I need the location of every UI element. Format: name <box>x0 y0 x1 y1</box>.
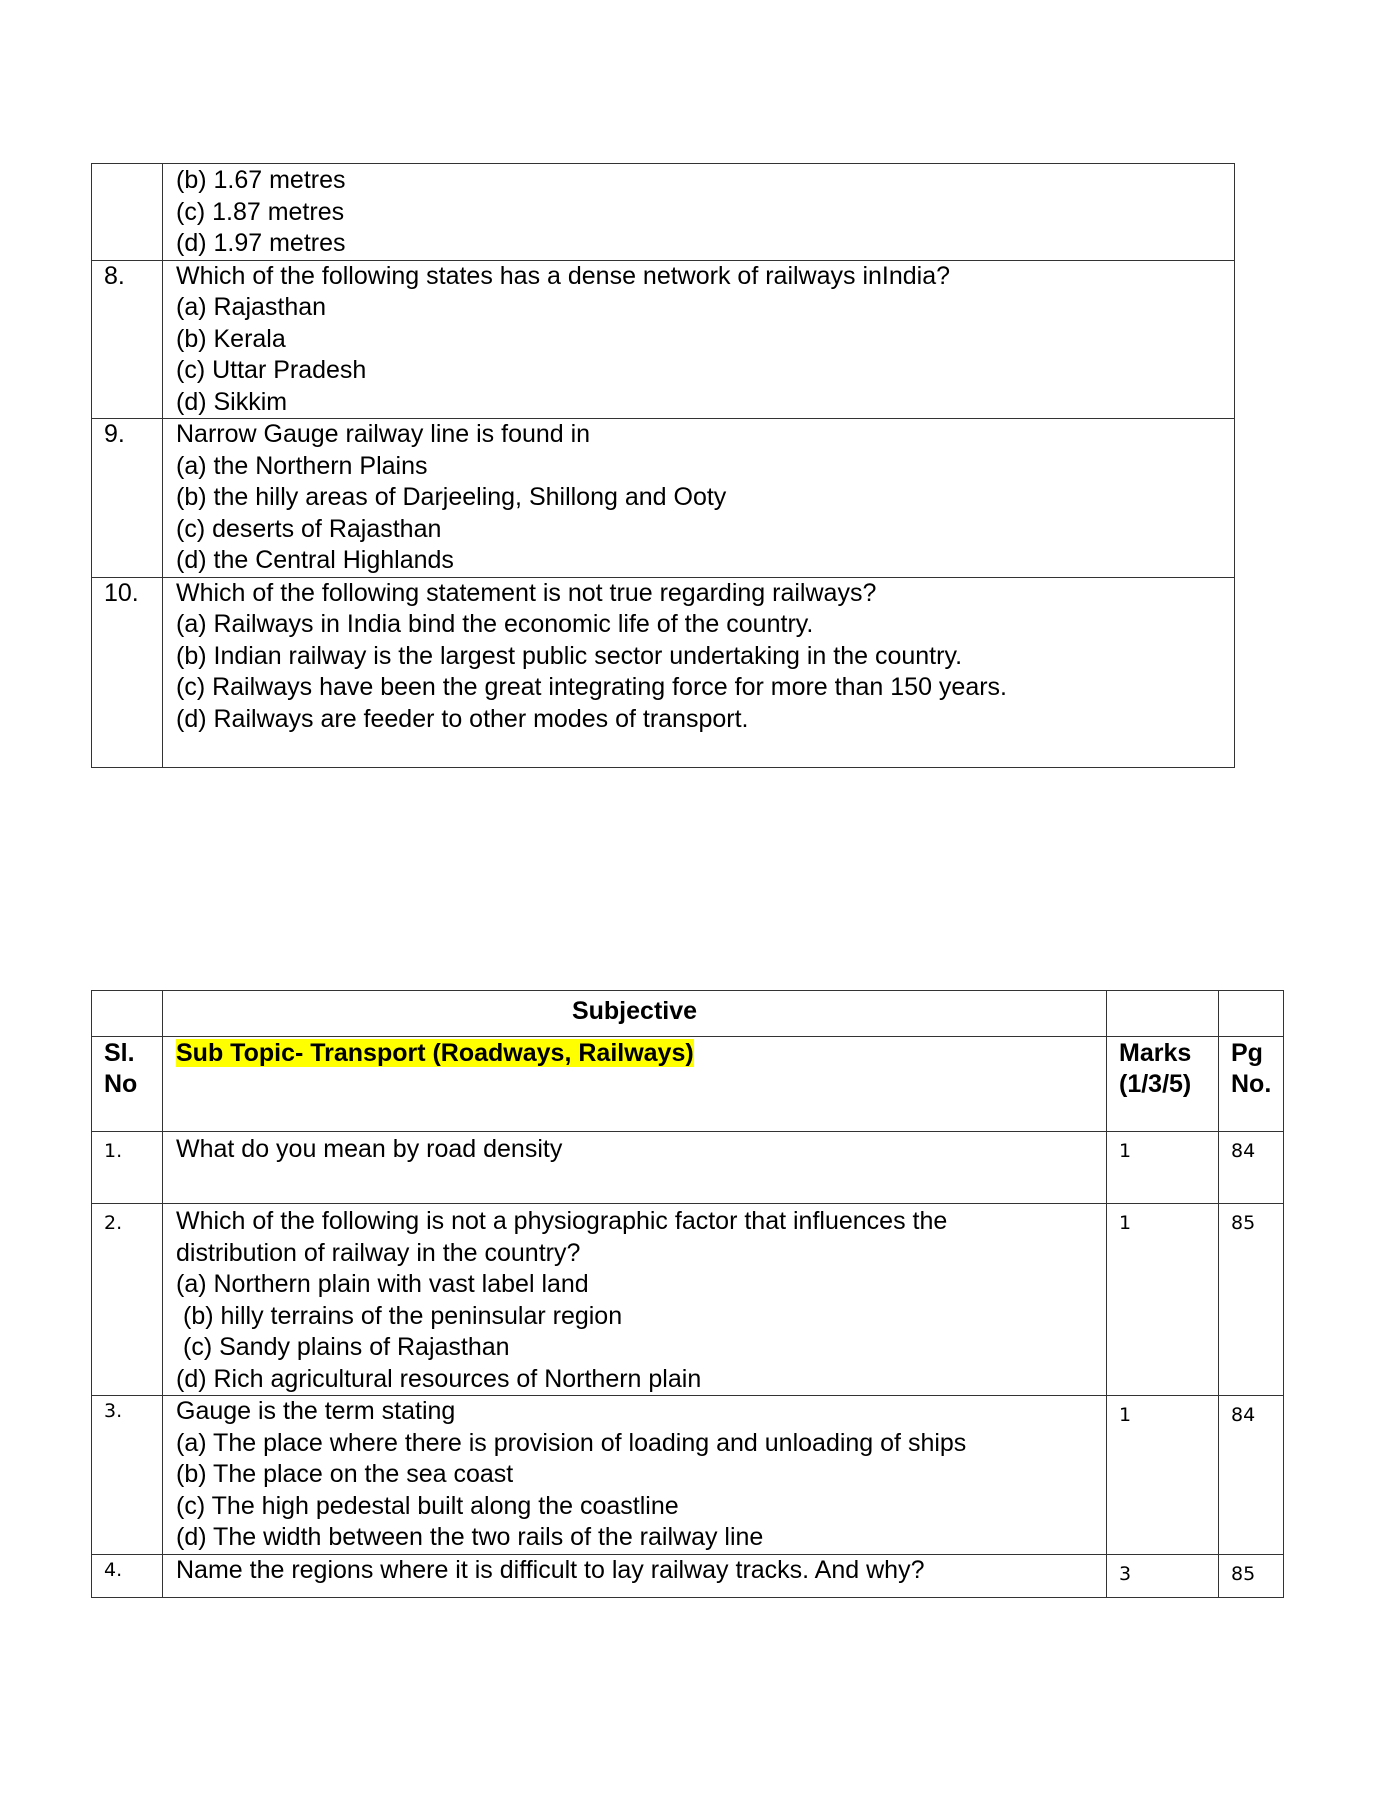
option-b: (b) Indian railway is the largest public sector undertaking in the country. <box>176 641 963 670</box>
sl-no-header: Sl. No <box>92 1037 163 1132</box>
question-line: distribution of railway in the country? <box>176 1238 581 1267</box>
subtopic-highlight: Sub Topic- Transport (Roadways, Railways) <box>176 1039 694 1067</box>
question-cell <box>163 1132 1107 1204</box>
question-cell <box>163 1204 1107 1396</box>
page-value: 85 <box>1219 1554 1284 1597</box>
table-row <box>92 1396 1284 1555</box>
option-d: (d) Rich agricultural resources of Northern plain <box>176 1364 702 1393</box>
option-a: (a) Railways in India bind the economic life of the country. <box>176 610 814 638</box>
question-cell <box>163 164 1235 261</box>
question-cell <box>163 419 1235 578</box>
question-number: 2. <box>92 1204 163 1396</box>
marks-value: 1 <box>1107 1396 1219 1555</box>
table-title-row <box>92 991 1284 1037</box>
marks-value: 1 <box>1107 1204 1219 1396</box>
objective-questions-table <box>91 163 1235 768</box>
option-b: (b) The place on the sea coast <box>176 1460 514 1488</box>
option-c: (c) deserts of Rajasthan <box>176 514 442 543</box>
table-row <box>92 260 1235 419</box>
question-number: 4. <box>92 1554 163 1597</box>
marks-header: Marks (1/3/5) <box>1107 1037 1219 1132</box>
table-row <box>92 1204 1284 1396</box>
marks-value: 3 <box>1107 1554 1219 1597</box>
page-value: 85 <box>1219 1204 1284 1396</box>
option-c: (c) Railways have been the great integrating force for more than 150 years. <box>176 673 1007 701</box>
option-c: (c) Sandy plains of Rajasthan <box>183 1333 510 1361</box>
table-row <box>92 164 1235 261</box>
question-line: Gauge is the term stating <box>176 1397 456 1425</box>
question-text: Which of the following states has a dense network of railways inIndia? <box>176 261 951 290</box>
option-c: (c) Uttar Pradesh <box>176 356 367 384</box>
option-a: (a) Northern plain with vast label land <box>176 1270 589 1298</box>
question-cell <box>163 1396 1107 1555</box>
option-b: (b) 1.67 metres <box>176 166 346 194</box>
option-b: (b) Kerala <box>176 324 286 353</box>
table-header-row <box>92 1037 1284 1132</box>
page-value: 84 <box>1219 1132 1284 1204</box>
option-a: (a) The place where there is provision of loading and unloading of ships <box>176 1428 967 1457</box>
option-d: (d) The width between the two rails of the railway line <box>176 1523 764 1551</box>
question-line: Name the regions where it is difficult to lay railway tracks. And why? <box>176 1555 925 1584</box>
option-b: (b) hilly terrains of the peninsular region <box>183 1301 623 1330</box>
question-text: Which of the following statement is not true regarding railways? <box>176 578 877 607</box>
option-d: (d) Railways are feeder to other modes of transport. <box>176 704 749 733</box>
question-line: Which of the following is not a physiographic factor that influences the <box>176 1207 948 1235</box>
option-b: (b) the hilly areas of Darjeeling, Shillong and Ooty <box>176 483 727 511</box>
subtopic-header <box>163 1037 1107 1132</box>
marks-value: 1 <box>1107 1132 1219 1204</box>
question-number: 9. <box>92 419 163 578</box>
table-row <box>92 1554 1284 1597</box>
question-number <box>92 164 163 261</box>
table-title: Subjective <box>163 991 1107 1037</box>
question-text: Narrow Gauge railway line is found in <box>176 420 591 448</box>
question-line: What do you mean by road density <box>176 1135 563 1163</box>
question-number: 8. <box>92 260 163 419</box>
question-cell <box>163 577 1235 767</box>
option-a: (a) Rajasthan <box>176 293 327 321</box>
option-d: (d) Sikkim <box>176 387 288 416</box>
question-number: 1. <box>92 1132 163 1204</box>
option-c: (c) The high pedestal built along the coastline <box>176 1491 679 1520</box>
question-number: 3. <box>92 1396 163 1555</box>
table-row <box>92 1132 1284 1204</box>
question-number: 10. <box>92 577 163 767</box>
question-cell <box>163 260 1235 419</box>
table-row <box>92 419 1235 578</box>
page-value: 84 <box>1219 1396 1284 1555</box>
option-d: (d) 1.97 metres <box>176 229 346 257</box>
option-a: (a) the Northern Plains <box>176 451 428 480</box>
page-header: Pg No. <box>1219 1037 1284 1132</box>
table-row <box>92 577 1235 767</box>
option-c: (c) 1.87 metres <box>176 197 345 226</box>
subjective-questions-table <box>91 990 1284 1598</box>
option-d: (d) the Central Highlands <box>176 546 454 574</box>
question-cell <box>163 1554 1107 1597</box>
